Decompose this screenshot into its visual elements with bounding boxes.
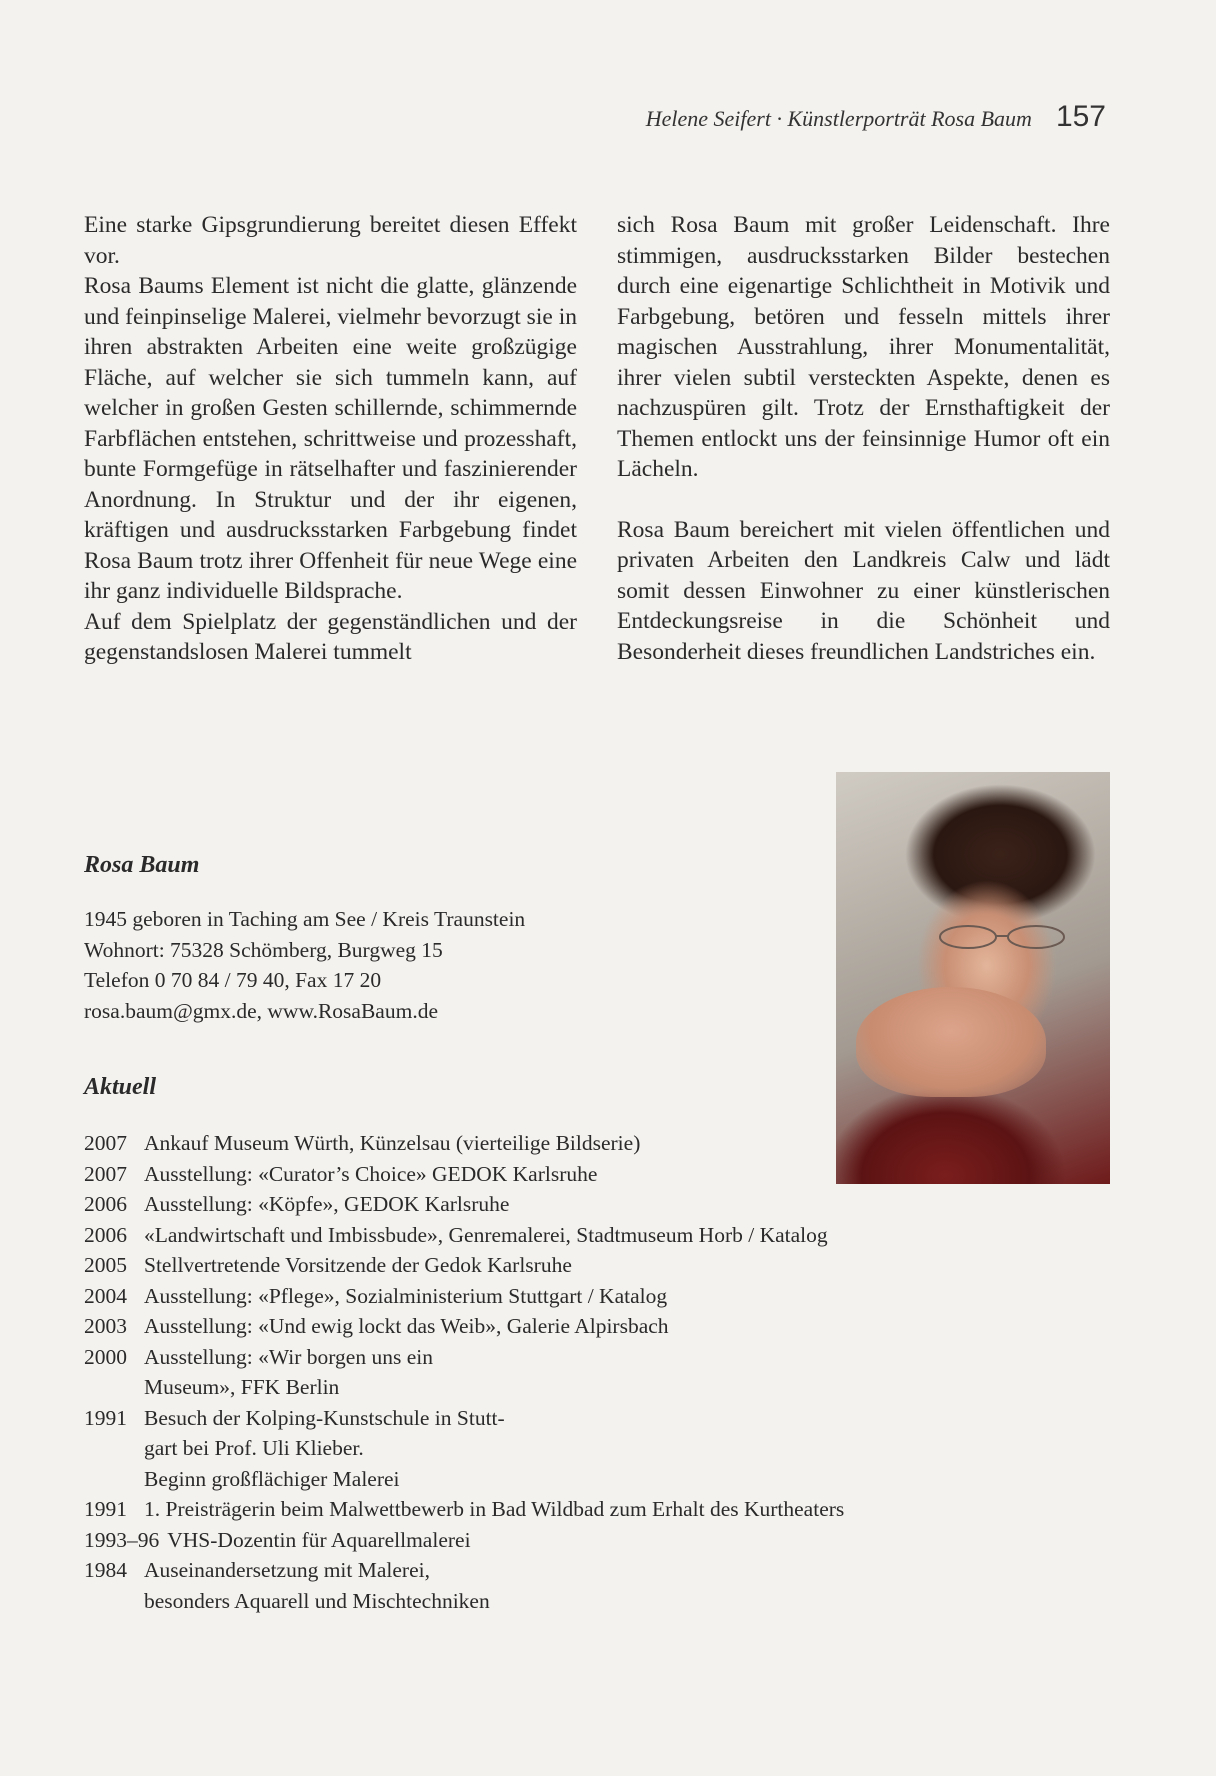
- timeline-year: 1991: [84, 1497, 127, 1521]
- timeline-year: 2007: [84, 1161, 127, 1186]
- contact-block: [84, 904, 525, 1026]
- paragraph-gap: [617, 485, 1110, 515]
- timeline-text: Ankauf Museum Würth, Künzelsau (vierteilige Bildserie): [144, 1131, 641, 1155]
- artist-portrait-photo: [836, 772, 1110, 1184]
- timeline-row: [84, 1159, 1144, 1190]
- contact-line: Telefon 0 70 84 / 79 40, Fax 17 20: [84, 968, 382, 992]
- timeline-text: Ausstellung: «Und ewig lockt das Weib», Galerie Alpirsbach: [144, 1314, 669, 1338]
- timeline-text: Ausstellung: «Köpfe», GEDOK Karlsruhe: [144, 1192, 510, 1216]
- paragraph: Rosa Baum bereichert mit vielen öffentlichen und privaten Arbeiten den Landkreis Calw und lädt somit dessen Einwohner zu einer künstlerischen Entdeckungsreise in die Schönheit und Besonderheit dieses freundlichen Landstriches ein.: [617, 516, 1110, 665]
- timeline-row: [84, 1281, 1144, 1312]
- timeline-row: [84, 1189, 1144, 1220]
- timeline: [84, 1128, 1144, 1616]
- timeline-year: 2007: [84, 1131, 127, 1155]
- timeline-text: Ausstellung: «Curator’s Choice» GEDOK Karlsruhe: [144, 1161, 598, 1186]
- timeline-text: Stellvertretende Vorsitzende der Gedok Karlsruhe: [144, 1253, 572, 1277]
- timeline-row: [84, 1311, 1144, 1342]
- page-header: [600, 100, 1106, 134]
- paragraph: Auf dem Spielplatz der gegenständlichen und der gegenstandslosen Malerei tummelt: [84, 608, 577, 665]
- timeline-row: [84, 1555, 1144, 1616]
- timeline-text: Besuch der Kolping-Kunstschule in Stutt- gart bei Prof. Uli Klieber. Beginn großflächiger Malerei: [144, 1405, 505, 1491]
- timeline-text: Auseinandersetzung mit Malerei, besonders Aquarell und Mischtechniken: [144, 1558, 490, 1613]
- timeline-text: Ausstellung: «Wir borgen uns ein Museum», FFK Berlin: [144, 1344, 433, 1399]
- timeline-row: [84, 1220, 1144, 1251]
- paragraph: sich Rosa Baum mit großer Leidenschaft. Ihre stimmigen, ausdrucksstarken Bilder bestechen durch eine eigenartige Schlichtheit in Motivik und Farbgebung, betören und fesseln mittels ihrer magischen Ausstrahlung, ihrer Monumentalität, ihrer vielen subtil versteckten Aspekte, denen es nachzuspüren gilt. Trotz der Ernsthaftigkeit der Themen entlockt uns der feinsinnige Humor oft ein Lächeln.: [617, 212, 1110, 482]
- contact-line: rosa.baum@gmx.de, www.RosaBaum.de: [84, 998, 438, 1023]
- page-number: 157: [1055, 100, 1106, 133]
- aktuell-heading: Aktuell: [84, 1074, 157, 1100]
- running-head: Helene Seifert · Künstlerporträt Rosa Baum: [645, 106, 1032, 131]
- right-text-column: [617, 210, 1110, 667]
- timeline-row: [84, 1494, 1144, 1525]
- timeline-year: 2006: [84, 1222, 127, 1247]
- timeline-row: [84, 1128, 1144, 1159]
- timeline-row: [84, 1525, 1144, 1556]
- timeline-year: 1984: [84, 1558, 127, 1582]
- timeline-row: [84, 1403, 1144, 1495]
- timeline-year: 2006: [84, 1192, 127, 1216]
- timeline-year: 2000: [84, 1344, 127, 1369]
- paragraph: Eine starke Gipsgrundierung bereitet diesen Effekt vor.: [84, 212, 577, 269]
- timeline-text: VHS-Dozentin für Aquarellmalerei: [167, 1527, 471, 1552]
- timeline-year: 2004: [84, 1283, 127, 1308]
- timeline-row: [84, 1342, 1144, 1403]
- timeline-year: 2003: [84, 1314, 127, 1338]
- timeline-text: Ausstellung: «Pflege», Sozialministerium Stuttgart / Katalog: [144, 1283, 668, 1308]
- timeline-text: 1. Preisträgerin beim Malwettbewerb in Bad Wildbad zum Erhalt des Kurtheaters: [144, 1497, 845, 1521]
- contact-line: Wohnort: 75328 Schömberg, Burgweg 15: [84, 937, 443, 962]
- paragraph: Rosa Baums Element ist nicht die glatte, glänzende und feinpinselige Malerei, vielmehr bevorzugt sie in ihren abstrakten Arbeiten eine weite großzügige Fläche, auf welcher sie sich tummeln kann, auf welcher in großen Gesten schillernde, schimmernde Farbflächen entstehen, schrittweise und prozesshaft, bunte Formgefüge in rätselhafter und faszinierender Anordnung. In Struktur und der ihr eigenen, kräftigen und ausdrucksstarken Farbgebung findet Rosa Baum trotz ihrer Offenheit für neue Wege eine ihr ganz individuelle Bildsprache.: [84, 273, 577, 604]
- timeline-year: 1993–96: [84, 1527, 160, 1552]
- timeline-year: 1991: [84, 1405, 127, 1430]
- timeline-year: 2005: [84, 1253, 127, 1277]
- timeline-text: «Landwirtschaft und Imbissbude», Genremalerei, Stadtmuseum Horb / Katalog: [144, 1222, 828, 1247]
- artist-name-heading: Rosa Baum: [84, 852, 200, 878]
- left-text-column: [84, 210, 577, 668]
- glasses-icon: [928, 922, 1078, 952]
- timeline-row: [84, 1250, 1144, 1281]
- contact-line: 1945 geboren in Taching am See / Kreis Traunstein: [84, 907, 526, 931]
- hand-shape: [856, 987, 1046, 1097]
